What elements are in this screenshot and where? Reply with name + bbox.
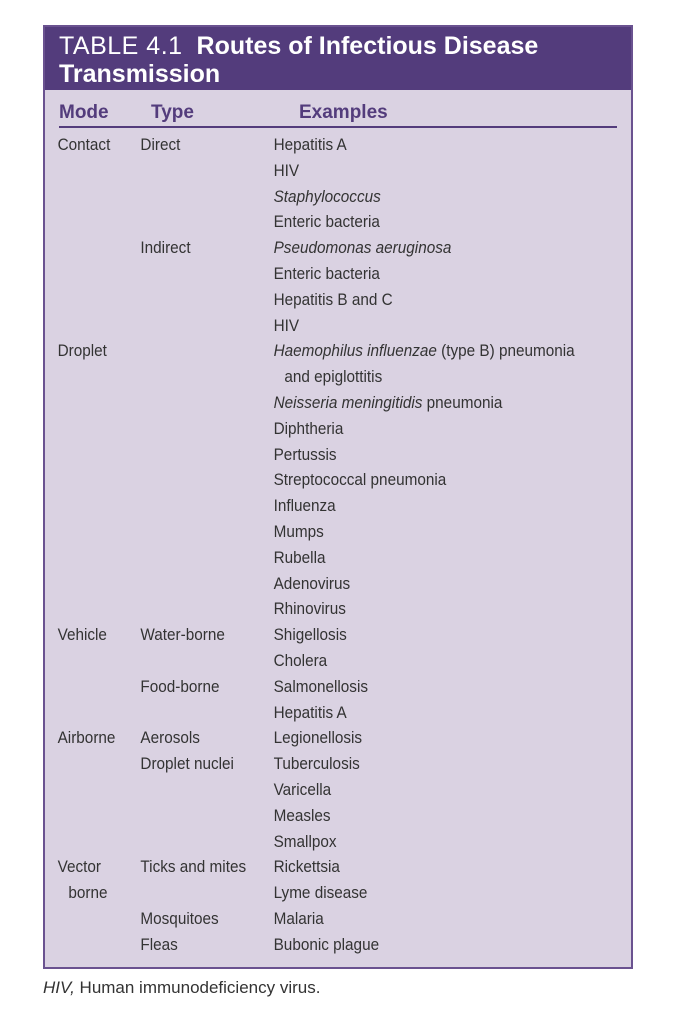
example-text: Salmonellosis (273, 676, 369, 696)
example-italic: Pseudomonas aeruginosa (273, 238, 452, 258)
cell-example (274, 135, 347, 155)
footnote (43, 978, 320, 998)
cell-example (274, 238, 452, 258)
table-row (45, 574, 572, 600)
table-row (45, 651, 572, 677)
example-text: Hepatitis B and C (273, 289, 393, 309)
cell-example (274, 780, 332, 800)
example-text: Hepatitis A (273, 135, 347, 154)
table-row (45, 703, 572, 729)
cell-mode: Contact (57, 135, 111, 154)
cell-type: Water-borne (140, 625, 225, 645)
example-text: HIV (273, 160, 300, 180)
table-row (45, 625, 572, 651)
cell-example (274, 703, 347, 723)
example-text: Pertussis (273, 444, 337, 464)
table-row (45, 187, 572, 213)
cell-type: Droplet nuclei (140, 754, 234, 774)
cell-example (274, 677, 368, 697)
cell-example (274, 806, 331, 826)
example-italic: Neisseria meningitidis (273, 392, 423, 412)
example-text: Shigellosis (273, 625, 347, 645)
cell-example (274, 341, 575, 361)
cell-example (274, 754, 360, 774)
table-row (45, 341, 575, 367)
example-text: (type B) pneumonia (436, 341, 575, 361)
example-text: Rhinovirus (273, 599, 346, 619)
table-row (45, 677, 572, 703)
table-row (45, 754, 572, 780)
cell-example (274, 393, 503, 413)
table-row (45, 806, 572, 832)
example-text: Legionellosis (273, 728, 363, 748)
cell-example (274, 161, 300, 181)
example-italic: Staphylococcus (273, 186, 381, 206)
table-row (45, 135, 572, 161)
table-row (45, 161, 572, 187)
header-rule (59, 126, 617, 128)
table-row (45, 367, 572, 393)
table-row (45, 445, 572, 471)
column-header-examples: Examples (299, 102, 388, 123)
example-text: Varicella (273, 779, 332, 799)
column-header-mode: Mode (59, 102, 109, 123)
cell-example (274, 625, 347, 645)
cell-type: Mosquitoes (140, 908, 219, 928)
footnote-text: Human immunodeficiency virus. (74, 978, 321, 997)
table-row (45, 238, 572, 264)
cell-example (274, 574, 351, 594)
cell-type: Ticks and mites (140, 857, 247, 877)
table-row (45, 935, 572, 961)
table-number: TABLE 4.1 (59, 32, 183, 60)
cell-example (274, 419, 344, 439)
cell-example (274, 599, 346, 619)
cell-mode: Vector (57, 857, 101, 877)
table-row (45, 883, 572, 909)
example-text: Influenza (273, 496, 336, 516)
cell-mode: Droplet (57, 341, 107, 361)
cell-example (274, 367, 383, 387)
cell-example (274, 212, 380, 232)
cell-example (274, 264, 380, 284)
table-row (45, 522, 572, 548)
example-text: pneumonia (422, 392, 503, 412)
example-text: Diphtheria (273, 418, 344, 438)
table-box (43, 25, 633, 969)
cell-example (274, 548, 326, 568)
table-row (45, 393, 572, 419)
table-row (45, 316, 572, 342)
cell-example (274, 728, 362, 748)
cell-type: Fleas (140, 934, 178, 954)
cell-example (274, 651, 328, 671)
cell-type: Food-borne (140, 676, 220, 696)
table-row (45, 496, 572, 522)
table-row (45, 728, 572, 754)
example-text: HIV (273, 315, 300, 335)
example-text: Cholera (273, 650, 328, 670)
example-text: Enteric bacteria (273, 212, 380, 232)
cell-type: Indirect (140, 238, 191, 258)
example-text: and epiglottitis (284, 367, 383, 387)
table-row (45, 419, 572, 445)
table-row (45, 832, 572, 858)
table-row (45, 212, 572, 238)
example-text: Adenovirus (273, 573, 351, 593)
cell-example (274, 316, 300, 336)
table-row (45, 909, 572, 935)
example-text: Rubella (273, 547, 326, 567)
example-text: Streptococcal pneumonia (273, 470, 447, 490)
table-row (45, 470, 572, 496)
table-row (45, 290, 572, 316)
table-row (45, 780, 572, 806)
table-row (45, 599, 572, 625)
cell-example (274, 522, 324, 542)
cell-type: Aerosols (140, 728, 200, 748)
example-text: Malaria (273, 908, 324, 928)
cell-example (274, 883, 368, 903)
example-text: Rickettsia (273, 857, 340, 877)
cell-example (274, 909, 324, 929)
table-header (45, 27, 631, 90)
example-text: Hepatitis A (273, 702, 347, 722)
example-text: Mumps (273, 521, 324, 541)
example-text: Measles (273, 805, 331, 825)
example-text: Lyme disease (273, 883, 368, 903)
table-body (45, 135, 631, 961)
footnote-abbr: HIV, (43, 978, 75, 997)
cell-example (274, 445, 337, 465)
example-text: Smallpox (273, 831, 337, 851)
table-row (45, 548, 572, 574)
cell-mode: Vehicle (57, 625, 107, 645)
table-title-line2: Transmission (59, 60, 221, 88)
example-text: Enteric bacteria (273, 263, 380, 283)
cell-mode: Airborne (57, 728, 116, 748)
example-text: Tuberculosis (273, 754, 360, 774)
example-italic: Haemophilus influenzae (273, 341, 437, 361)
table-row (45, 857, 572, 883)
cell-example (274, 832, 337, 852)
column-header-type: Type (151, 102, 194, 123)
cell-mode: borne (68, 883, 108, 903)
cell-example (274, 187, 381, 207)
cell-example (274, 857, 340, 877)
cell-example (274, 935, 379, 955)
example-text: Bubonic plague (273, 934, 380, 954)
table-title: Routes of Infectious Disease (196, 32, 539, 60)
cell-type: Direct (140, 135, 181, 154)
cell-example (274, 470, 447, 490)
table-row (45, 264, 572, 290)
cell-example (274, 496, 336, 516)
cell-example (274, 290, 393, 310)
